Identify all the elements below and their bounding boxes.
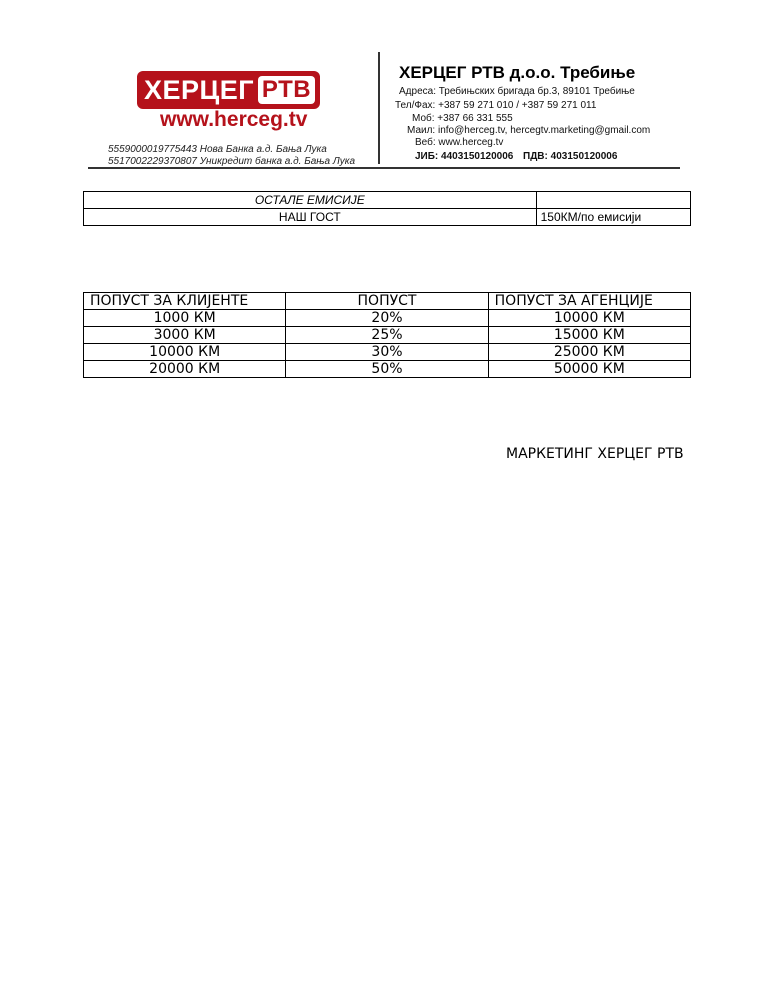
logo: [137, 71, 320, 109]
logo-url: www.herceg.tv: [160, 108, 308, 131]
show-name-cell: НАШ ГОСТ: [84, 209, 537, 226]
company-mobile: Моб: +387 66 331 555: [412, 113, 513, 124]
company-name: ХЕРЦЕГ РТВ д.о.о. Требиње: [399, 63, 636, 82]
header-divider-vertical: [378, 52, 380, 164]
agency-threshold-cell: 25000 КМ: [488, 344, 690, 361]
table-row: [84, 344, 691, 361]
table-row: [84, 310, 691, 327]
table-row: [84, 209, 691, 226]
logo-badge: РТВ: [258, 76, 315, 104]
company-web: Веб: www.herceg.tv: [415, 137, 504, 148]
discount-table: [83, 292, 691, 378]
company-pdv: ПДВ: 403150120006: [523, 151, 618, 162]
header-clients-discount: ПОПУСТ ЗА КЛИЈЕНТЕ: [84, 293, 286, 310]
shows-price-table: [83, 191, 691, 226]
show-name-cell: ОСТАЛЕ ЕМИСИЈЕ: [84, 192, 537, 209]
show-price-cell: [536, 192, 690, 209]
agency-threshold-cell: 10000 КМ: [488, 310, 690, 327]
bank-account-2: 5517002229370807 Уникредит банка а.д. Бања Лука: [108, 156, 356, 167]
header-agencies-discount: ПОПУСТ ЗА АГЕНЦИЈЕ: [488, 293, 690, 310]
client-threshold-cell: 10000 КМ: [84, 344, 286, 361]
client-threshold-cell: 3000 КМ: [84, 327, 286, 344]
discount-percent-cell: 20%: [286, 310, 488, 327]
header-divider-horizontal: [88, 167, 680, 169]
table-row: [84, 327, 691, 344]
discount-percent-cell: 30%: [286, 344, 488, 361]
company-jib: ЈИБ: 4403150120006: [415, 151, 514, 162]
company-tel-fax: Тел/Фах: +387 59 271 010 / +387 59 271 011: [395, 100, 597, 111]
company-address: Адреса: Требињских бригада бр.3, 89101 Требиње: [399, 86, 635, 97]
table-row: [84, 361, 691, 378]
company-email: Маил: info@herceg.tv, hercegtv.marketing@gmail.com: [407, 125, 651, 136]
show-price-cell: 150КМ/по емисији: [536, 209, 690, 226]
discount-percent-cell: 25%: [286, 327, 488, 344]
marketing-signature: МАРКЕТИНГ ХЕРЦЕГ РТВ: [506, 446, 684, 462]
logo-main-text: ХЕРЦЕГ: [144, 74, 255, 105]
bank-account-1: 5559000019775443 Нова Банка а.д. Бања Лука: [108, 144, 327, 155]
agency-threshold-cell: 50000 КМ: [488, 361, 690, 378]
agency-threshold-cell: 15000 КМ: [488, 327, 690, 344]
client-threshold-cell: 1000 КМ: [84, 310, 286, 327]
discount-percent-cell: 50%: [286, 361, 488, 378]
client-threshold-cell: 20000 КМ: [84, 361, 286, 378]
table-header-row: [84, 293, 691, 310]
header-discount: ПОПУСТ: [286, 293, 488, 310]
table-row: [84, 192, 691, 209]
